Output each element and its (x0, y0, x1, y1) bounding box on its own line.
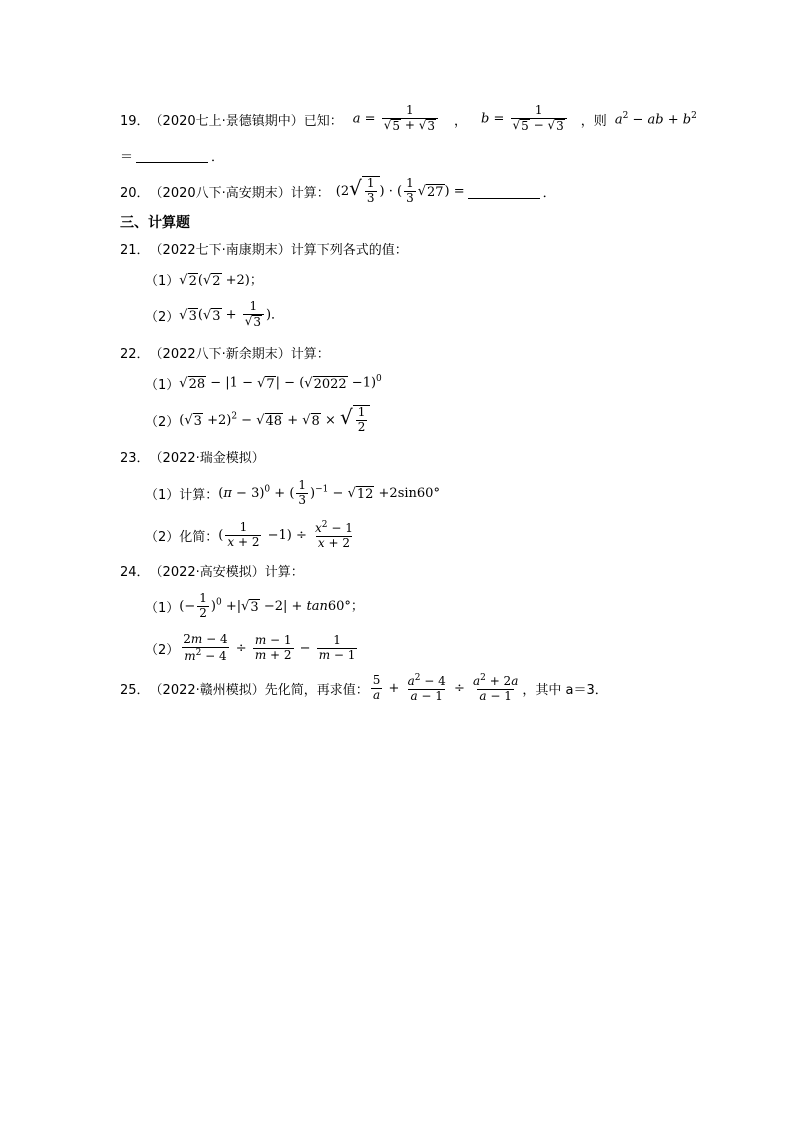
part-number: （2） (145, 642, 180, 658)
period: ． (542, 185, 556, 201)
part-number: （2） (145, 414, 180, 430)
formula-expression: $a^2$ − ab + $b^2$ (614, 110, 697, 128)
formula: √ 3 ( √ 3 + 1 √ 3 )． (179, 299, 285, 329)
formula: ( √ 3 +2)$^2$ − √ 48 + √ 8 × √ $\frac{1}{2}$ (179, 405, 370, 435)
question-21-part-1 (145, 268, 263, 290)
question-tail: ，其中 a＝3． (522, 682, 608, 698)
question-lead: 已知： (303, 113, 343, 129)
question-number: 19． (120, 113, 150, 129)
question-22 (120, 342, 330, 362)
question-lead: 计算： (264, 564, 304, 580)
part-number: （2） (145, 529, 180, 545)
question-25 (120, 670, 608, 706)
formula: (2 √ $\frac{1}{3}$ ) · ( $\frac{1}{3}$ √ 27 ) = (335, 176, 465, 206)
formula: √ 28 − |1 − √ 7 | − ( √ 2022 −1)$^0$ (179, 374, 382, 392)
question-number: 24． (120, 564, 150, 580)
answer-blank[interactable] (136, 148, 208, 163)
formula: $\frac{5}{a}$ + $\frac{a^2 - 4}{a - 1}$ ÷ $\frac{a^2 + 2a}{a - 1}$ (372, 672, 519, 703)
question-19: 19． （2020七上·景德镇期中） 已知： a = 1 √ 5 + √ 3 ， b = 1 √ 5 − √ 3 ，则 $a^2$ − ab + $b^2$ (120, 103, 697, 133)
question-24 (120, 560, 304, 580)
question-24-part-1 (145, 588, 364, 624)
question-source: （2020七上·景德镇期中） (149, 113, 304, 129)
equals-sign: ＝ (120, 149, 134, 165)
section-heading: 三、计算题 (120, 215, 190, 231)
period: ． (211, 149, 225, 165)
question-source: （2022·赣州模拟） (149, 682, 265, 698)
question-source: （2022·瑞金模拟） (149, 450, 265, 466)
formula: √ 2 ( √ 2 +2)； (179, 273, 263, 289)
question-lead: 计算： (290, 346, 330, 362)
formula: ( $\frac{1}{x + 2}$ −1) ÷ $\frac{x^2 - 1}{x + 2}$ (218, 519, 353, 550)
part-number: （1） (145, 273, 180, 289)
question-source: （2022·高安模拟） (149, 564, 265, 580)
part-number: （1） (145, 600, 180, 616)
formula-b: b = 1 √ 5 − √ 3 (481, 104, 569, 134)
part-lead: 化简： (179, 529, 219, 545)
formula: $\frac{2m - 4}{m^2 - 4}$ ÷ $\frac{m - 1}{m + 2}$ − $\frac{1}{m - 1}$ (183, 631, 356, 663)
question-source: （2022七下·南康期末） (149, 242, 291, 258)
question-lead: 计算： (290, 185, 330, 201)
formula: (− $\frac{1}{2}$ )$^0$ +| √ 3 −2| + tan60°； (179, 590, 364, 620)
part-number: （1） (145, 377, 180, 393)
question-number: 20． (120, 185, 150, 201)
answer-blank[interactable] (468, 184, 540, 199)
question-text: ，则 (580, 113, 607, 129)
question-number: 22． (120, 346, 150, 362)
question-23-part-1 (145, 476, 440, 510)
question-21 (120, 238, 408, 258)
question-number: 25． (120, 682, 150, 698)
question-19-answer (120, 145, 224, 165)
question-22-part-2 (145, 402, 370, 438)
part-number: （1） (145, 487, 180, 503)
formula-a: a = 1 √ 5 + √ 3 (353, 104, 440, 134)
question-20 (120, 175, 556, 207)
question-lead: 先化简，再求值： (264, 682, 369, 698)
question-23-part-2 (145, 518, 357, 552)
question-23 (120, 446, 265, 466)
question-21-part-2 (145, 298, 284, 332)
question-source: （2022八下·新余期末） (149, 346, 291, 362)
part-number: （2） (145, 309, 180, 325)
question-22-part-1 (145, 372, 382, 394)
part-lead: 计算： (179, 487, 219, 503)
question-source: （2020八下·高安期末） (149, 185, 291, 201)
question-number: 23． (120, 450, 150, 466)
question-lead: 计算下列各式的值： (290, 242, 408, 258)
question-24-part-2 (145, 630, 359, 666)
question-number: 21． (120, 242, 150, 258)
formula: $(\pi - 3)^0$ + ( $\frac{1}{3}$ )$^{-1}$ − √ 12 +2sin60° (218, 477, 440, 507)
